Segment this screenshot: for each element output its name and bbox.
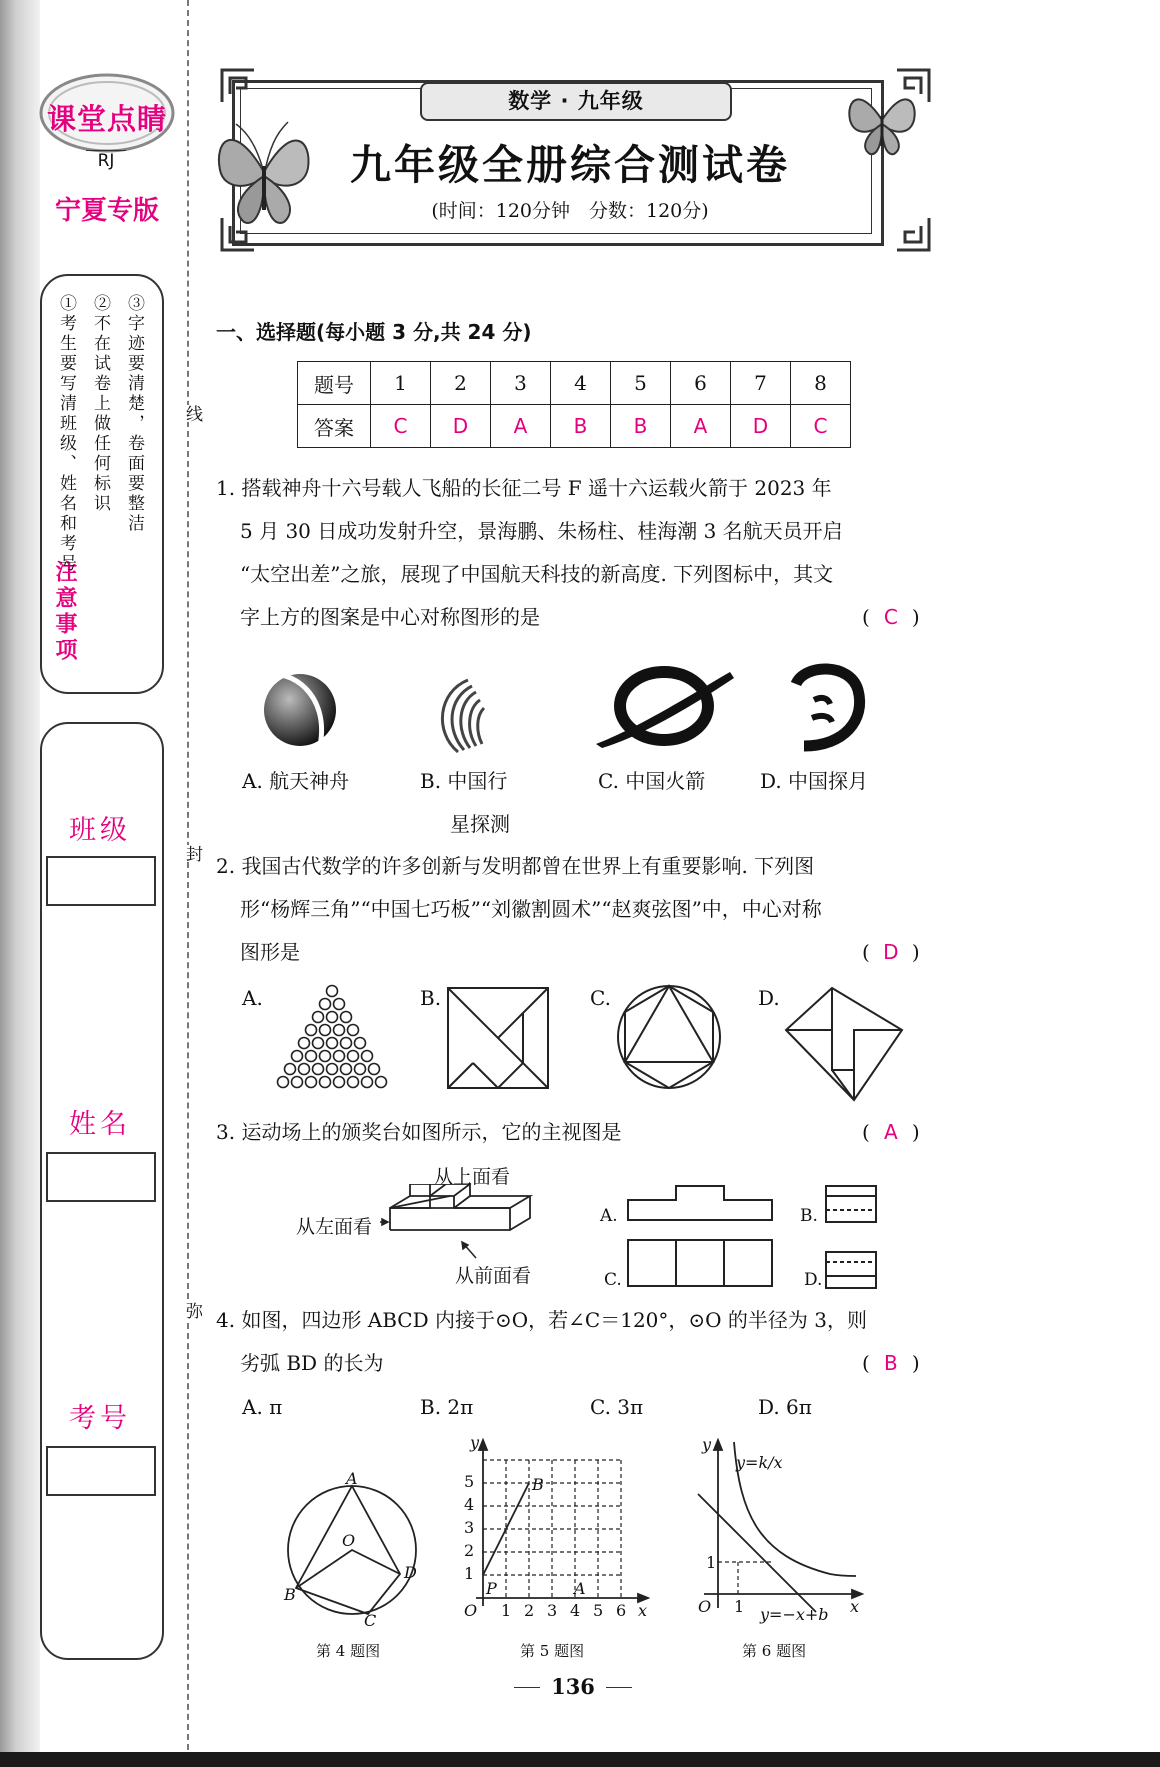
answer-table	[297, 361, 851, 448]
question-number: 1	[371, 362, 431, 405]
question-line: 4. 如图，四边形 ABCD 内接于⊙O，若∠C＝120°，⊙O 的半径为 3，则	[216, 1308, 867, 1332]
lunar-logo-icon	[784, 660, 868, 754]
answer-slot-1[interactable]: ( C )	[862, 596, 934, 639]
shenzhou-logo-icon	[260, 664, 346, 750]
figure-4-caption: 第 4 题图	[316, 1642, 381, 1660]
question-number: 5	[611, 362, 671, 405]
answer-cell[interactable]: C	[791, 405, 851, 448]
page-number-rule-right	[606, 1687, 632, 1688]
question-1	[216, 467, 936, 639]
answer-cell[interactable]: D	[431, 405, 491, 448]
corner-ornament-icon	[893, 214, 933, 254]
fig5-x-tick: 3	[547, 1601, 558, 1620]
fig5-label: y	[470, 1436, 480, 1452]
figure-6-graph	[690, 1436, 870, 1626]
option-4b[interactable]: B. 2π	[420, 1395, 474, 1419]
question-line: 3. 运动场上的颁奖台如图所示，它的主视图是	[216, 1120, 622, 1144]
figure-6-caption: 第 6 题图	[742, 1642, 807, 1660]
page-number-rule-left	[514, 1687, 540, 1688]
answer-slot-4[interactable]: ( B )	[862, 1342, 934, 1385]
seal-char-mi: 弥	[180, 1302, 205, 1319]
question-3	[216, 1111, 936, 1154]
field-label-id: 考号	[69, 1403, 131, 1434]
option-1b-extra: 星探测	[450, 812, 510, 836]
answer-value: C	[883, 605, 898, 629]
view-label-top: 从上面看	[434, 1166, 511, 1188]
answer-cell[interactable]: A	[671, 405, 731, 448]
seal-dashed-line	[187, 0, 189, 1750]
question-number: 8	[791, 362, 851, 405]
option-2c[interactable]: C.	[590, 986, 611, 1010]
option-1a[interactable]: A. 航天神舟	[242, 769, 350, 793]
view-label-front: 从前面看	[455, 1265, 532, 1287]
answer-cell[interactable]: D	[731, 405, 791, 448]
option-1d[interactable]: D. 中国探月	[760, 769, 869, 793]
option-2a[interactable]: A.	[242, 986, 263, 1010]
name-field[interactable]	[46, 1152, 156, 1202]
fig5-label: A	[574, 1579, 586, 1598]
option-1b[interactable]: B. 中国行	[420, 769, 508, 793]
option-3a[interactable]: A.	[600, 1206, 618, 1226]
fig5-y-tick: 2	[464, 1541, 475, 1560]
fig6-label: 1	[734, 1597, 745, 1616]
seal-char-xian: 线	[180, 405, 205, 422]
fig6-label: 1	[706, 1553, 717, 1572]
yanghui-triangle-icon	[266, 982, 398, 1090]
option-2d[interactable]: D.	[758, 986, 780, 1010]
option-1c[interactable]: C. 中国火箭	[598, 769, 706, 793]
answer-slot-2[interactable]: ( D )	[862, 931, 934, 974]
butterfly-icon	[846, 80, 918, 160]
tangram-icon	[446, 986, 552, 1092]
answer-cell[interactable]: B	[611, 405, 671, 448]
answer-cell[interactable]: B	[551, 405, 611, 448]
question-number: 3	[491, 362, 551, 405]
time-info: (时间：120分钟 分数：120分)	[431, 200, 709, 222]
fig4-label: A	[346, 1469, 358, 1488]
fig5-x-tick: 6	[616, 1601, 627, 1620]
question-line: 字上方的图案是中心对称图形的是	[240, 605, 540, 629]
fig4-label: B	[284, 1585, 296, 1604]
question-line: 形“杨辉三角”“中国七巧板”“刘徽割圆术”“赵爽弦图”中，中心对称	[240, 897, 822, 921]
figure-5-grid	[458, 1436, 654, 1626]
fig5-y-tick: 4	[464, 1495, 475, 1514]
fig5-x-tick: 4	[570, 1601, 581, 1620]
question-number: 6	[671, 362, 731, 405]
option-3b[interactable]: B.	[800, 1206, 818, 1226]
table-header-answer: 答案	[298, 405, 371, 448]
fig5-label: P	[486, 1579, 497, 1598]
fig5-y-tick: 3	[464, 1518, 475, 1537]
fig5-label: B	[532, 1475, 544, 1494]
deep-space-logo-icon	[428, 672, 508, 758]
fig6-label: O	[698, 1597, 712, 1616]
answer-cell[interactable]: A	[491, 405, 551, 448]
field-label-class: 班级	[69, 815, 131, 846]
fig6-label: y=−x+b	[760, 1605, 829, 1624]
question-line: 劣弧 BD 的长为	[240, 1351, 384, 1375]
field-label-name: 姓名	[69, 1109, 131, 1140]
option-3a-figure	[626, 1184, 774, 1222]
fig5-x-tick: 1	[501, 1601, 512, 1620]
fig6-label: y=k/x	[736, 1453, 783, 1472]
page-title: 九年级全册综合测试卷	[350, 141, 790, 189]
answer-value: D	[883, 940, 899, 964]
seal-char-feng: 封	[180, 845, 205, 862]
view-label-left: 从左面看	[296, 1216, 373, 1238]
rocket-logo-icon	[592, 666, 734, 748]
fig5-x-tick: 5	[593, 1601, 604, 1620]
zhaoshuang-diagram-icon	[782, 984, 906, 1104]
table-header-number: 题号	[298, 362, 371, 405]
region-label: 宁夏专版	[54, 196, 159, 226]
butterfly-icon	[214, 110, 314, 234]
fig5-label: x	[638, 1601, 648, 1620]
option-3c[interactable]: C.	[604, 1270, 622, 1290]
question-number: 7	[731, 362, 791, 405]
podium-3d-icon	[380, 1184, 556, 1280]
answer-value: A	[883, 1120, 898, 1144]
page-number: 136	[551, 1674, 595, 1699]
notice-title: 注意事项	[52, 560, 77, 664]
binding-shadow	[0, 0, 40, 1767]
figure-5-caption: 第 5 题图	[520, 1642, 585, 1660]
fig6-label: x	[850, 1597, 860, 1616]
option-4a[interactable]: A. π	[242, 1395, 283, 1419]
option-4c[interactable]: C. 3π	[590, 1395, 644, 1419]
question-line: 图形是	[240, 940, 300, 964]
option-3b-figure	[824, 1184, 878, 1224]
answer-cell[interactable]: C	[371, 405, 431, 448]
section-heading: 一、选择题(每小题 3 分,共 24 分)	[216, 320, 532, 344]
fig4-label: O	[342, 1531, 356, 1550]
exam-id-field[interactable]	[46, 1446, 156, 1496]
liuhui-circle-icon	[614, 982, 724, 1092]
question-line: “太空出差”之旅，展现了中国航天科技的新高度. 下列图标中，其文	[240, 562, 834, 586]
option-4d[interactable]: D. 6π	[758, 1395, 812, 1419]
question-line: 1. 搭载神舟十六号载人飞船的长征二号 F 遥十六运载火箭于 2023 年	[216, 476, 832, 500]
option-2b[interactable]: B.	[420, 986, 442, 1010]
fig5-y-tick: 5	[464, 1472, 475, 1491]
answer-slot-3[interactable]: ( A )	[862, 1111, 934, 1154]
notice-item-2: ②不在试卷上做任何标识	[90, 294, 110, 514]
fig5-y-tick: 1	[464, 1564, 475, 1583]
question-number: 4	[551, 362, 611, 405]
class-field[interactable]	[46, 856, 156, 906]
question-4	[216, 1299, 936, 1385]
brand-name: 课堂点睛	[46, 102, 167, 136]
question-line: 5 月 30 日成功发射升空，景海鹏、朱杨柱、桂海潮 3 名航天员开启	[240, 519, 843, 543]
fig4-label: D	[404, 1563, 417, 1582]
option-3d-figure	[824, 1250, 878, 1290]
question-line: 2. 我国古代数学的许多创新与发明都曾在世界上有重要影响. 下列图	[216, 854, 815, 878]
option-3c-figure	[626, 1238, 774, 1288]
figure-4-circle	[280, 1466, 430, 1626]
corner-ornament-icon	[218, 66, 258, 106]
answer-value: B	[883, 1351, 898, 1375]
fig4-label: C	[364, 1611, 377, 1626]
fig6-label: y	[702, 1436, 712, 1454]
fig5-x-tick: 2	[524, 1601, 535, 1620]
question-2	[216, 845, 936, 974]
fig5-label: O	[464, 1601, 478, 1620]
option-3d[interactable]: D.	[804, 1270, 823, 1290]
edition-code: RJ	[86, 150, 126, 171]
notice-item-3: ③字迹要清楚，卷面要整洁	[124, 294, 144, 534]
notice-item-1: ①考生要写清班级、姓名和考号	[56, 294, 76, 574]
subject-tab: 数学 · 九年级	[420, 82, 732, 121]
question-number: 2	[431, 362, 491, 405]
bottom-bar	[0, 1752, 1160, 1767]
